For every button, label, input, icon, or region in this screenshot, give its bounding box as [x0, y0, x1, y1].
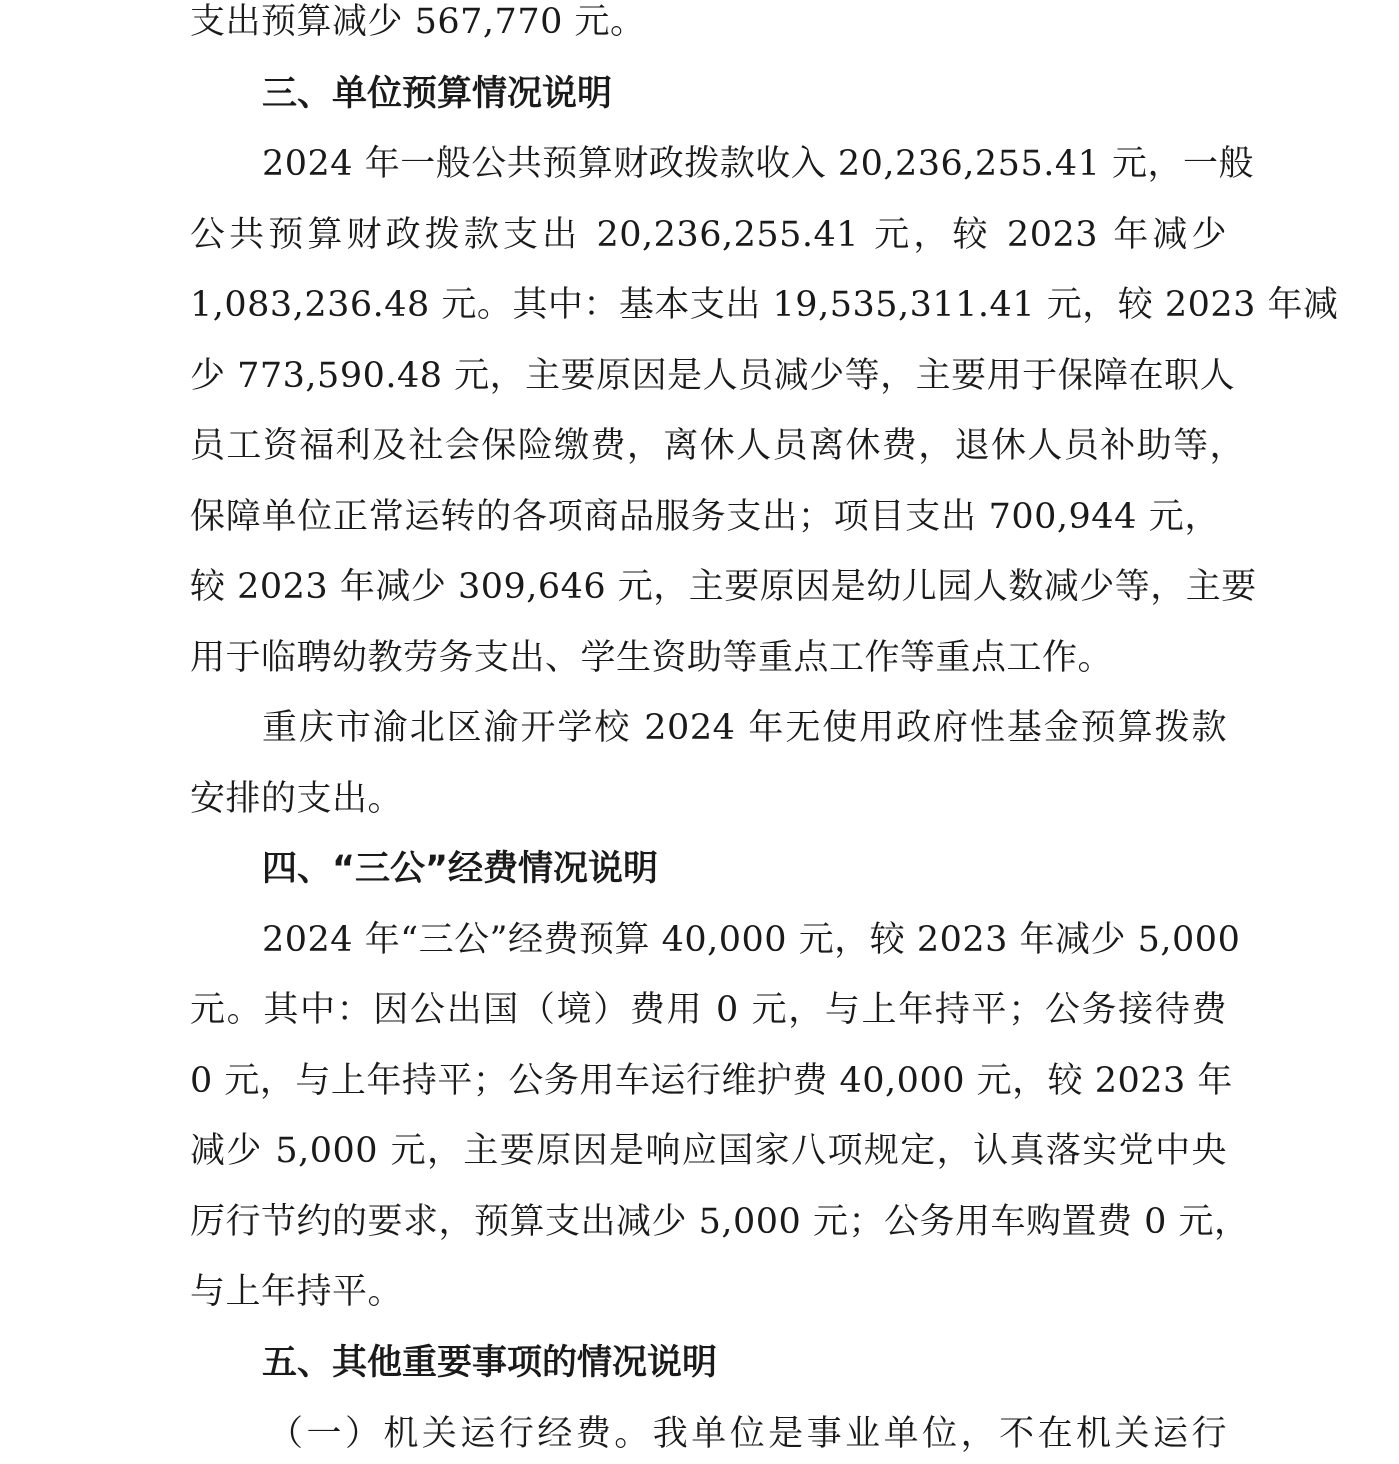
section-heading-3: 三、单位预算情况说明 — [262, 74, 613, 114]
text-line: 减少 5,000 元，主要原因是响应国家八项规定，认真落实党中央 — [190, 1131, 1227, 1171]
text-line: 与上年持平。 — [190, 1272, 404, 1312]
text-line: 2024 年“三公”经费预算 40,000 元，较 2023 年减少 5,000 — [262, 920, 1241, 960]
text-line: 少 773,590.48 元，主要原因是人员减少等，主要用于保障在职人 — [190, 356, 1236, 396]
section-heading-5: 五、其他重要事项的情况说明 — [262, 1343, 718, 1383]
text-line: 2024 年一般公共预算财政拨款收入 20,236,255.41 元，一般 — [262, 144, 1255, 184]
text-line: （一）机关运行经费。我单位是事业单位，不在机关运行 — [268, 1414, 1227, 1454]
text-line: 员工资福利及社会保险缴费，离休人员离休费，退休人员补助等， — [190, 426, 1245, 466]
text-line: 元。其中：因公出国（境）费用 0 元，与上年持平；公务接待费 — [190, 990, 1227, 1030]
text-line: 安排的支出。 — [190, 779, 404, 819]
text-line: 较 2023 年减少 309,646 元，主要原因是幼儿园人数减少等，主要 — [190, 567, 1257, 607]
text-line: 重庆市渝北区渝开学校 2024 年无使用政府性基金预算拨款 — [262, 708, 1227, 748]
text-line: 0 元，与上年持平；公务用车运行维护费 40,000 元，较 2023 年 — [190, 1061, 1233, 1101]
text-line: 厉行节约的要求，预算支出减少 5,000 元；公务用车购置费 0 元， — [190, 1202, 1250, 1242]
text-line: 用于临聘幼教劳务支出、学生资助等重点工作等重点工作。 — [190, 638, 1114, 678]
text-line: 1,083,236.48 元。其中：基本支出 19,535,311.41 元，较 2023 年减 — [190, 285, 1339, 325]
section-heading-4: 四、“三公”经费情况说明 — [262, 849, 659, 889]
text-line: 公共预算财政拨款支出 20,236,255.41 元，较 2023 年减少 — [190, 215, 1227, 255]
text-line: 支出预算减少 567,770 元。 — [190, 2, 646, 42]
text-line: 保障单位正常运转的各项商品服务支出；项目支出 700,944 元， — [190, 497, 1220, 537]
